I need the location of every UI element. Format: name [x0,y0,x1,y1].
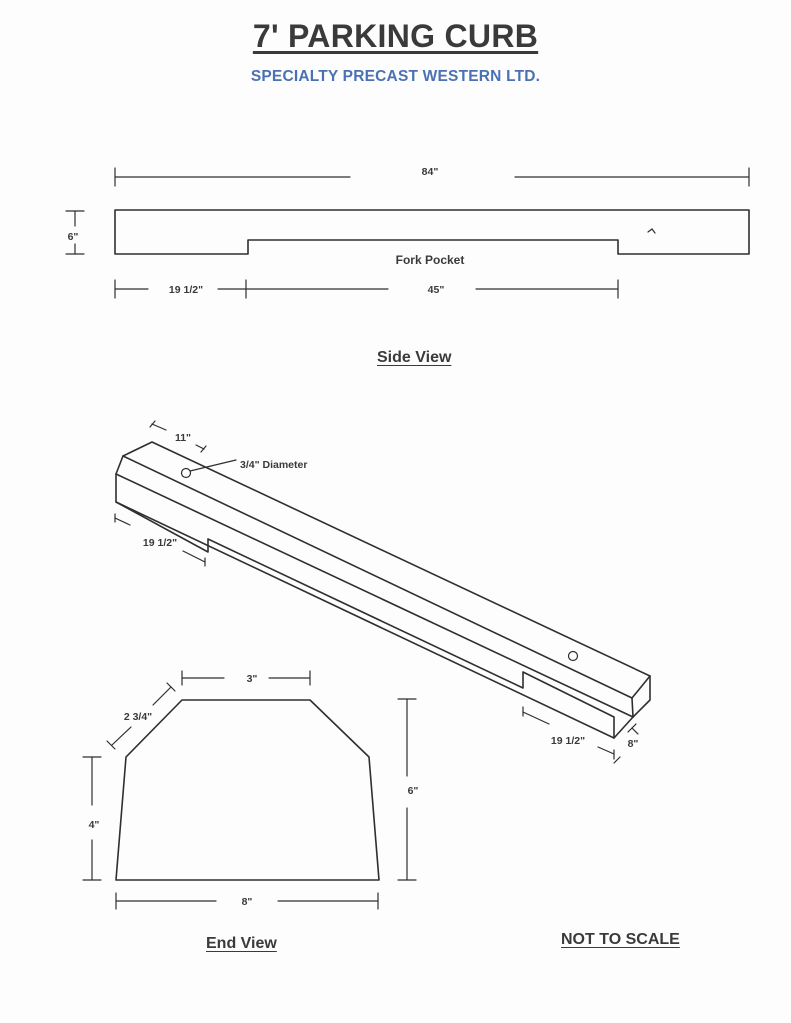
dim-19-5-side-label: 19 1/2" [168,284,204,296]
hole-right [569,652,578,661]
iso-edge-front [116,474,633,717]
dim-6-side-label: 6" [67,231,79,243]
iso-edge-lower [116,502,614,738]
dim-19-5-iso-left-label: 19 1/2" [142,537,178,549]
dim-3-label: 3" [246,673,258,685]
not-to-scale-note: NOT TO SCALE [561,931,680,948]
diameter-label: 3/4" Diameter [240,459,308,471]
end-view [83,671,418,909]
end-view-caption: End View [206,935,277,952]
dim-19-5-iso-right-label: 19 1/2" [550,735,586,747]
iso-edge-end-top [632,676,650,698]
dim-84-label: 84" [421,166,439,178]
end-profile-outline [116,700,379,880]
iso-curb-outline [116,442,650,738]
page-title: 7' PARKING CURB [252,18,539,54]
iso-edge-top [123,456,632,698]
diameter-leader [190,460,236,471]
dim-chamfer-label: 2 3/4" [123,711,153,723]
company-name: SPECIALTY PRECAST WESTERN LTD. [250,68,541,85]
isometric-view [115,421,650,763]
dim-19-5-iso-right-line [523,707,614,759]
dim-6-end-label: 6" [407,785,419,797]
side-view-caption: Side View [377,349,452,366]
dim-4-label: 4" [88,819,100,831]
dim-45-label: 45" [427,284,445,296]
hole-left [182,469,191,478]
scan-mark [648,229,655,233]
side-view [66,166,749,298]
fork-pocket-label: Fork Pocket [395,253,465,267]
iso-edge-end-mid [632,698,633,717]
dim-8-end-label: 8" [241,896,253,908]
dim-11-label: 11" [174,432,192,444]
dim-8-iso-label: 8" [627,738,639,750]
